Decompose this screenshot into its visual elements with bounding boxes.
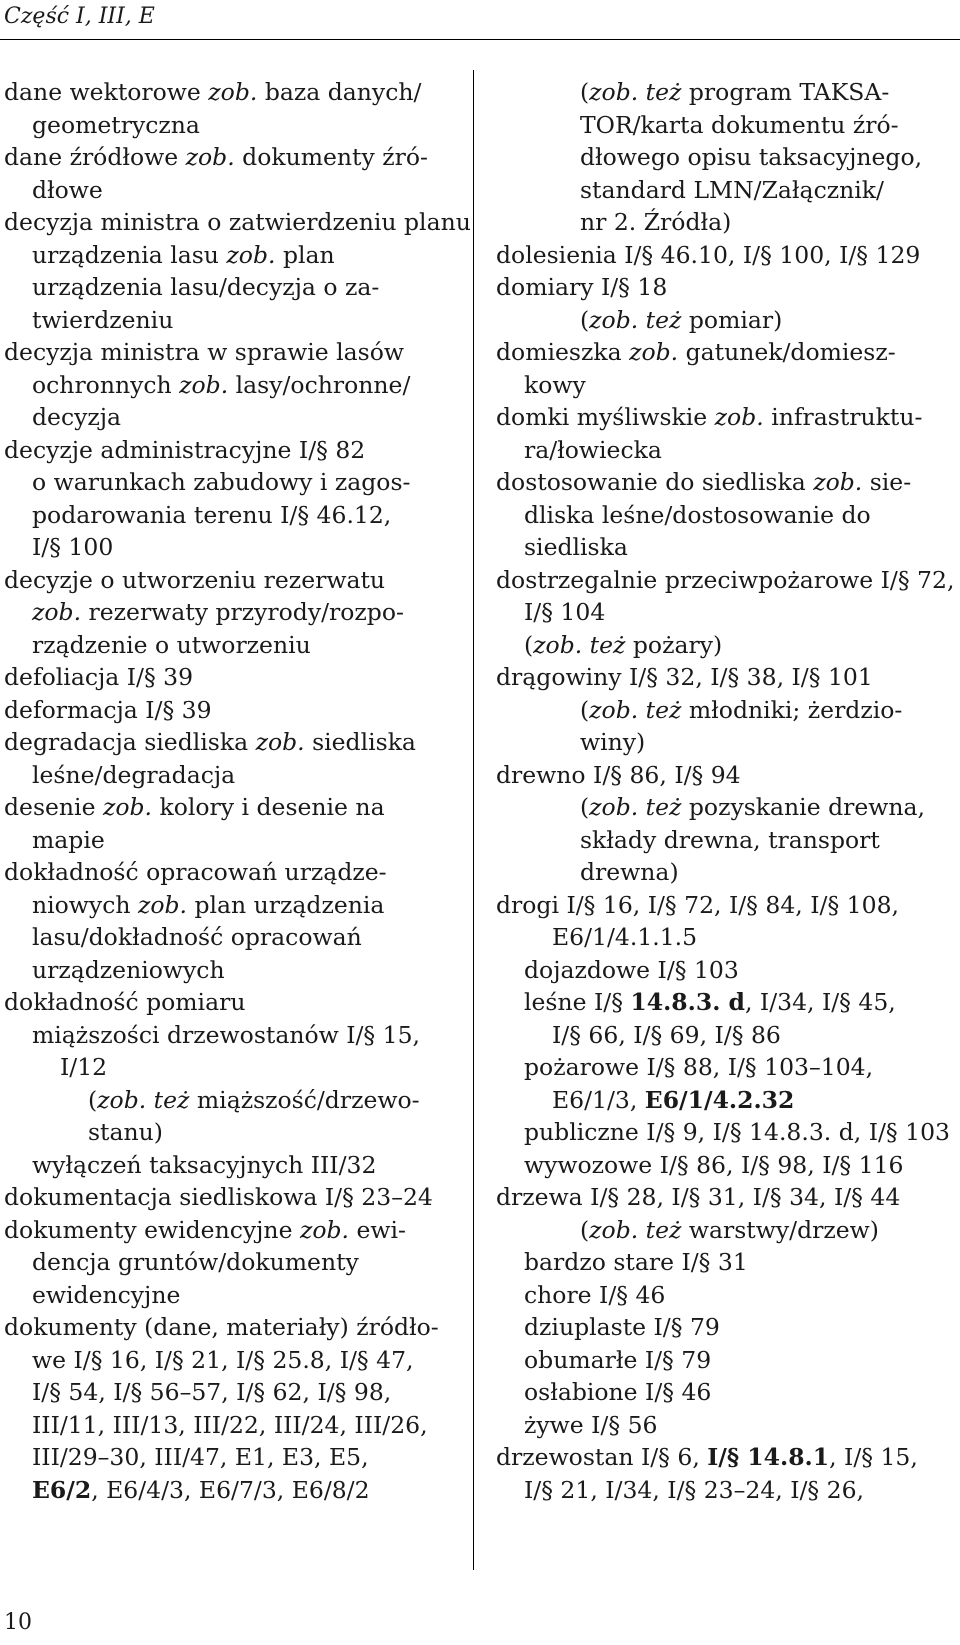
- index-line: [4, 1246, 454, 1279]
- index-text: zob. też: [533, 630, 626, 659]
- index-text: żywe I/§ 56: [524, 1410, 658, 1439]
- index-text: zob.: [629, 338, 679, 366]
- index-text: dłowe: [32, 175, 103, 204]
- index-text: TAKSA-: [799, 78, 890, 106]
- index-text: zob. też: [589, 1215, 682, 1244]
- index-text: chore I/§ 46: [524, 1280, 666, 1309]
- index-line: [4, 499, 454, 532]
- index-line: [496, 1181, 956, 1214]
- index-text: geometryczna: [32, 110, 200, 139]
- index-line: [496, 434, 956, 467]
- index-line: [4, 1279, 454, 1312]
- index-line: [496, 564, 956, 597]
- index-line: [4, 1149, 454, 1182]
- index-text: E6/2: [32, 1475, 92, 1504]
- index-text: leśne I/§: [524, 988, 631, 1016]
- index-line: [496, 726, 956, 759]
- index-line: [496, 336, 956, 369]
- index-text: siedliska: [524, 533, 628, 561]
- index-line: [496, 1214, 956, 1247]
- index-line: [4, 629, 454, 662]
- index-line: [496, 1376, 956, 1409]
- index-text: drągowiny I/§ 32, I/§ 38, I/§ 101: [496, 663, 873, 691]
- index-line: [496, 206, 956, 239]
- index-line: [496, 954, 956, 987]
- index-text: decyzja: [32, 403, 122, 431]
- index-text: domieszka: [496, 338, 630, 366]
- index-text: zob.: [714, 403, 764, 431]
- index-text: mapie: [32, 825, 105, 854]
- index-text: zob.: [179, 370, 229, 399]
- index-line: [496, 1279, 956, 1312]
- index-line: [496, 986, 956, 1019]
- index-text: kowy: [524, 370, 586, 399]
- index-line: [4, 1084, 454, 1117]
- index-text: (: [580, 78, 590, 106]
- index-line: [496, 239, 956, 272]
- index-text: (: [580, 793, 590, 821]
- index-text: domiary I/§ 18: [496, 273, 668, 301]
- index-line: [496, 856, 956, 889]
- index-text: dane wektorowe: [4, 78, 209, 106]
- index-text: zob.: [137, 890, 188, 919]
- header-rule: [0, 39, 960, 40]
- index-text: nr 2. Źródła): [580, 208, 732, 236]
- index-text: lasy/ochronne/: [228, 370, 411, 399]
- index-text: wywozowe I/§ 86, I/§ 98, I/§ 116: [524, 1150, 904, 1179]
- index-text: dokumenty (dane, materiały) źródło-: [4, 1313, 439, 1341]
- index-text: zob. też: [97, 1085, 190, 1114]
- index-line: [4, 336, 454, 369]
- index-line: [4, 531, 454, 564]
- index-line: [496, 109, 956, 142]
- index-text: domki myśliwskie: [496, 403, 715, 431]
- index-text: dencja gruntów/dokumenty: [32, 1248, 359, 1276]
- index-text: urządzenia lasu/decyzja o za-: [32, 273, 380, 301]
- index-text: wyłączeń taksacyjnych III/32: [32, 1150, 377, 1179]
- index-line: [496, 694, 956, 727]
- index-line: [4, 889, 454, 922]
- index-text: I/§ 66, I/§ 69, I/§ 86: [552, 1020, 781, 1049]
- index-text: baza danych/: [257, 78, 422, 106]
- index-line: [496, 1311, 956, 1344]
- index-line: [496, 531, 956, 564]
- index-text: deformacja I/§ 39: [4, 695, 212, 724]
- index-line: [4, 694, 454, 727]
- index-line: [496, 1441, 956, 1474]
- index-text: 14.8.3. d: [630, 988, 745, 1016]
- index-text: dokumenty źró-: [234, 143, 428, 171]
- index-text: rządzenie o utworzeniu: [32, 630, 311, 659]
- index-line: [4, 921, 454, 954]
- index-text: , I/§ 15,: [829, 1443, 918, 1471]
- index-text: niowych: [32, 890, 138, 919]
- index-line: [4, 824, 454, 857]
- index-text: o warunkach zabudowy i zagos-: [32, 468, 411, 496]
- index-text: drewno I/§ 86, I/§ 94: [496, 760, 741, 789]
- index-line: [4, 661, 454, 694]
- index-text: zob.: [255, 728, 305, 756]
- index-text: E6/1/4.2.32: [644, 1085, 795, 1114]
- index-line: [4, 1019, 454, 1052]
- index-line: [496, 369, 956, 402]
- index-line: [4, 791, 454, 824]
- index-text: lasu/dokładność opracowań: [32, 923, 362, 951]
- index-text: dokumenty ewidencyjne: [4, 1215, 300, 1244]
- index-text: drogi I/§ 16, I/§ 72, I/§ 84, I/§ 108,: [496, 890, 899, 919]
- page-number: 10: [4, 1610, 32, 1635]
- index-text: I/§ 14.8.1: [707, 1443, 830, 1471]
- index-line: [4, 954, 454, 987]
- index-line: [496, 141, 956, 174]
- index-line: [496, 596, 956, 629]
- index-line: [4, 1116, 454, 1149]
- index-text: ewidencyjne: [32, 1280, 181, 1309]
- index-text: urządzenia lasu: [32, 240, 227, 269]
- index-text: dokumentacja siedliskowa I/§ 23–24: [4, 1183, 433, 1211]
- index-line: [4, 434, 454, 467]
- index-text: I/12: [60, 1053, 108, 1081]
- index-text: /karta dokumentu źró-: [632, 110, 899, 139]
- index-text: decyzja ministra w sprawie lasów: [4, 338, 404, 366]
- index-line: [4, 271, 454, 304]
- index-line: [496, 1149, 956, 1182]
- index-text: degradacja siedliska: [4, 728, 256, 756]
- index-line: [496, 661, 956, 694]
- index-text: podarowania terenu I/§ 46.12,: [32, 500, 392, 529]
- index-text: winy): [580, 728, 646, 756]
- index-text: decyzja ministra o zatwierdzeniu planu: [4, 208, 471, 236]
- index-line: [496, 1344, 956, 1377]
- index-text: zob.: [185, 143, 235, 171]
- index-text: obumarłe I/§ 79: [524, 1345, 712, 1374]
- column-divider: [473, 70, 474, 1570]
- index-text: sie-: [862, 468, 912, 496]
- index-text: młodniki; żerdzio-: [681, 695, 903, 724]
- index-text: decyzje administracyjne I/§ 82: [4, 435, 366, 464]
- index-line: [496, 304, 956, 337]
- index-line: [4, 1214, 454, 1247]
- index-text: (: [524, 630, 534, 659]
- index-line: [4, 1051, 454, 1084]
- index-line: [4, 174, 454, 207]
- index-line: [496, 629, 956, 662]
- index-text: drzewostan I/§ 6,: [496, 1443, 708, 1471]
- index-text: drzewa I/§ 28, I/§ 31, I/§ 34, I/§ 44: [496, 1183, 901, 1211]
- index-text: bardzo stare I/§ 31: [524, 1248, 748, 1276]
- index-line: [4, 564, 454, 597]
- index-text: dane źródłowe: [4, 143, 186, 171]
- index-line: [496, 1474, 956, 1507]
- index-text: zob.: [299, 1215, 349, 1244]
- index-text: zob.: [226, 240, 276, 269]
- index-text: pomiar): [681, 305, 783, 334]
- index-text: dostosowanie do siedliska: [496, 468, 814, 496]
- index-line: [496, 1051, 956, 1084]
- index-line: [496, 1409, 956, 1442]
- index-text: miąższość/drzewo-: [189, 1085, 420, 1114]
- running-header: Część I, III, E: [4, 4, 155, 29]
- index-line: [496, 889, 956, 922]
- index-text: zob.: [32, 598, 82, 626]
- index-line: [4, 304, 454, 337]
- index-text: desenie: [4, 793, 103, 821]
- index-line: [4, 141, 454, 174]
- index-text: dostrzegalnie przeciwpożarowe I/§ 72,: [496, 565, 955, 594]
- index-text: infrastruktu-: [763, 403, 923, 431]
- index-text: I/§ 100: [32, 533, 114, 561]
- index-line: [4, 1311, 454, 1344]
- index-text: kolory i desenie na: [152, 793, 385, 821]
- index-line: [4, 759, 454, 792]
- index-text: I/§ 21, I/34, I/§ 23–24, I/§ 26,: [524, 1475, 865, 1504]
- index-text: miąższości drzewostanów I/§ 15,: [32, 1020, 420, 1049]
- index-text: zob. też: [589, 78, 682, 106]
- index-line: [496, 466, 956, 499]
- index-text: siedliska: [304, 728, 416, 756]
- index-text: zob.: [208, 78, 258, 106]
- index-text: , E6/4/3, E6/7/3, E6/8/2: [91, 1475, 370, 1504]
- index-text: decyzje o utworzeniu rezerwatu: [4, 565, 386, 594]
- index-line: [496, 1116, 956, 1149]
- index-line: [4, 401, 454, 434]
- index-line: [4, 1344, 454, 1377]
- index-text: gatunek/domiesz-: [678, 338, 896, 366]
- index-line: [4, 726, 454, 759]
- index-column-left: [4, 76, 471, 1506]
- index-text: (: [580, 695, 590, 724]
- index-text: osłabione I/§ 46: [524, 1378, 712, 1406]
- index-text: (: [580, 1215, 590, 1244]
- index-text: ochronnych: [32, 370, 180, 399]
- index-text: plan: [275, 240, 335, 269]
- index-text: I/§ 104: [524, 598, 606, 626]
- index-line: [496, 791, 956, 824]
- index-text: dokładność pomiaru: [4, 988, 246, 1016]
- index-text: składy drewna, transport: [580, 825, 880, 854]
- index-text: drewna): [580, 858, 679, 886]
- index-text: I/§ 54, I/§ 56–57, I/§ 62, I/§ 98,: [32, 1378, 392, 1406]
- index-line: [496, 1084, 956, 1117]
- index-text: stanu): [88, 1118, 163, 1146]
- index-text: zob. też: [589, 793, 682, 821]
- index-text: twierdzeniu: [32, 305, 174, 334]
- index-line: [4, 76, 454, 109]
- index-line: [496, 401, 956, 434]
- index-text: rezerwaty przyrody/rozpo-: [81, 598, 404, 626]
- index-text: pozyskanie drewna,: [681, 793, 925, 821]
- index-text: zob. też: [589, 695, 682, 724]
- index-line: [496, 1246, 956, 1279]
- index-line: [4, 466, 454, 499]
- index-text: E6/1/3,: [552, 1085, 645, 1114]
- index-line: [496, 271, 956, 304]
- index-text: ra/łowiecka: [524, 435, 662, 464]
- index-line: [4, 109, 454, 142]
- index-line: [496, 76, 956, 109]
- index-line: [496, 499, 956, 532]
- index-line: [4, 856, 454, 889]
- index-column-right: [496, 76, 956, 1506]
- index-line: [496, 824, 956, 857]
- index-text: (: [580, 305, 590, 334]
- index-text: program: [681, 78, 800, 106]
- index-text: dokładność opracowań urządze-: [4, 858, 387, 886]
- index-text: pożarowe I/§ 88, I/§ 103–104,: [524, 1053, 874, 1081]
- index-text: ewi-: [349, 1215, 406, 1244]
- index-line: [4, 1474, 454, 1507]
- index-text: zob. też: [589, 305, 682, 334]
- index-text: publiczne I/§ 9, I/§ 14.8.3. d, I/§ 103: [524, 1118, 950, 1146]
- index-text: dojazdowe I/§ 103: [524, 955, 739, 984]
- index-text: III/29–30, III/47, E1, E3, E5,: [32, 1443, 369, 1471]
- index-line: [4, 239, 454, 272]
- index-text: pożary): [625, 630, 723, 659]
- index-line: [4, 1376, 454, 1409]
- index-line: [4, 1441, 454, 1474]
- index-line: [496, 174, 956, 207]
- index-text: plan urządzenia: [187, 890, 385, 919]
- index-line: [496, 759, 956, 792]
- index-text: zob.: [813, 468, 863, 496]
- index-line: [4, 369, 454, 402]
- index-text: E6/1/4.1.1.5: [552, 923, 698, 951]
- index-text: (: [88, 1085, 98, 1114]
- index-text: we I/§ 16, I/§ 21, I/§ 25.8, I/§ 47,: [32, 1345, 414, 1374]
- index-line: [4, 986, 454, 1019]
- index-text: , I/34, I/§ 45,: [744, 988, 896, 1016]
- index-text: dziuplaste I/§ 79: [524, 1313, 720, 1341]
- index-text: standard LMN/Załącznik/: [580, 175, 884, 204]
- index-line: [496, 1019, 956, 1052]
- index-line: [4, 206, 471, 239]
- index-text: dolesienia I/§ 46.10, I/§ 100, I/§ 129: [496, 240, 921, 269]
- index-text: defoliacja I/§ 39: [4, 663, 194, 691]
- index-line: [4, 596, 454, 629]
- index-text: urządzeniowych: [32, 955, 225, 984]
- index-text: leśne/degradacja: [32, 760, 236, 789]
- index-text: dliska leśne/dostosowanie do: [524, 500, 871, 529]
- index-text: warstwy/drzew): [681, 1215, 879, 1244]
- index-text: III/11, III/13, III/22, III/24, III/26,: [32, 1410, 428, 1439]
- index-line: [4, 1409, 454, 1442]
- index-text: dłowego opisu taksacyjnego,: [580, 143, 923, 171]
- index-text: TOR: [580, 110, 633, 139]
- index-text: zob.: [102, 793, 152, 821]
- index-line: [496, 921, 956, 954]
- index-line: [4, 1181, 454, 1214]
